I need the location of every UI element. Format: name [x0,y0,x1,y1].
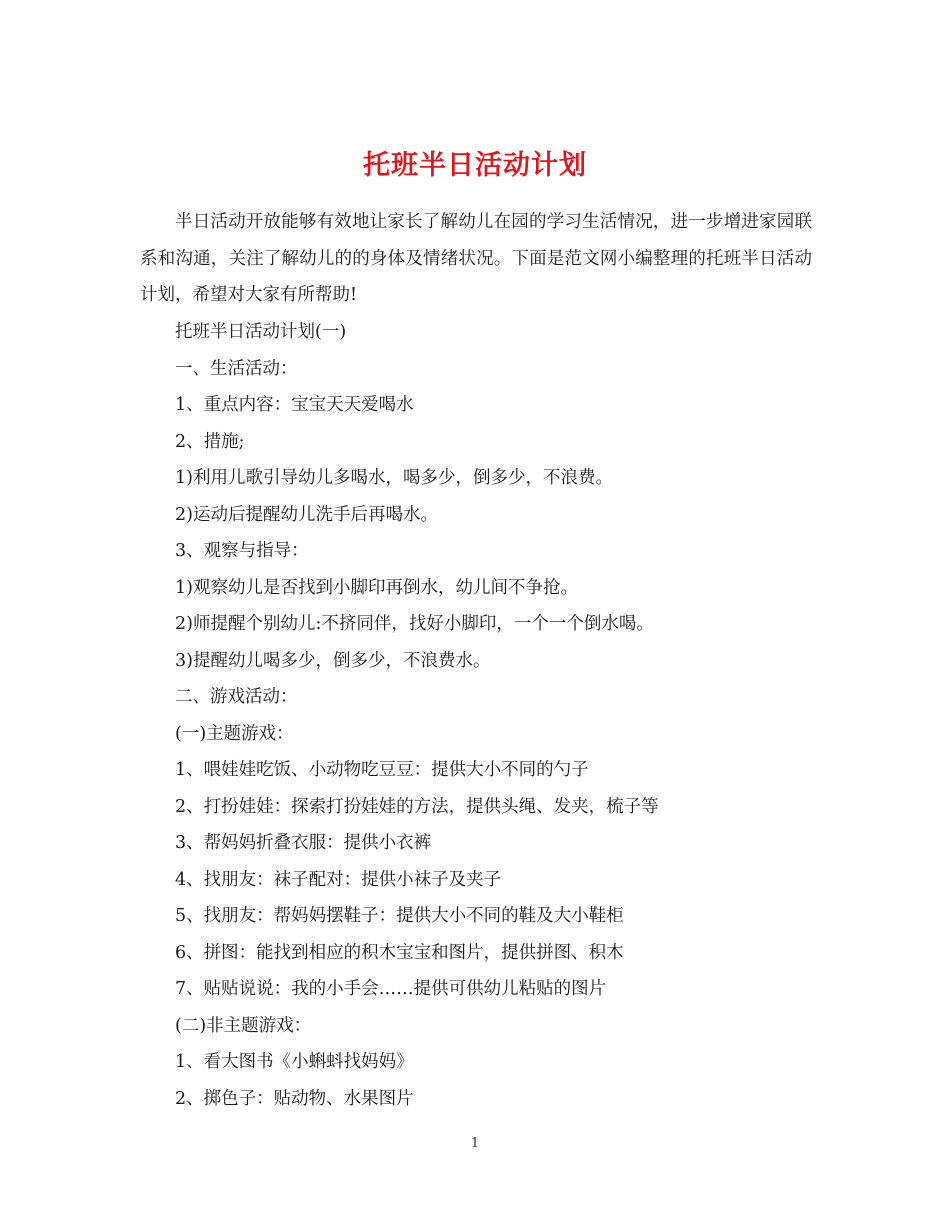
content-line: 2)师提醒个别幼儿:不挤同伴，找好小脚印，一个一个倒水喝。 [175,614,654,634]
content-line: (二)非主题游戏： [175,1015,312,1036]
content-line: 2)运动后提醒幼儿洗手后再喝水。 [175,504,438,525]
document-title: 托班半日活动计划 [363,150,587,182]
intro-paragraph: 半日活动开放能够有效地让家长了解幼儿在园的学习生活情况，进一步增进家园联系和沟通，关注了解幼儿的的身体及情绪状况。下面是范文网小编整理的托班半日活动计划，希望对大家有所帮助! [140,212,812,305]
content-line: 4、找朋友：袜子配对：提供小袜子及夹子 [175,869,502,890]
subsection-heading: 二、游戏活动： [175,687,298,707]
page-number: 1 [470,1136,480,1151]
content-line: 6、拼图：能找到相应的积木宝宝和图片，提供拼图、积木 [175,942,624,963]
content-line: 5、找朋友：帮妈妈摆鞋子：提供大小不同的鞋及大小鞋柜 [175,906,624,926]
content-line: 1)利用儿歌引导幼儿多喝水，喝多少，倒多少，不浪费。 [175,468,613,488]
content-line: 1、看大图书《小蝌蚪找妈妈》 [175,1052,414,1072]
content-lines [175,314,815,1117]
content-line: 3、帮妈妈折叠衣服：提供小衣裤 [175,833,432,853]
content-line: (一)主题游戏： [175,723,294,744]
content-line: 2、掷色子：贴动物、水果图片 [175,1088,414,1109]
section-heading: 托班半日活动计划(一) [175,322,347,342]
content-line: 3、观察与指导： [175,541,309,561]
content-line: 2、打扮娃娃：探索打扮娃娃的方法，提供头绳、发夹，梳子等 [175,796,659,817]
content-line: 7、贴贴说说：我的小手会……提供可供幼儿粘贴的图片 [175,979,607,999]
subsection-heading: 一、生活活动： [175,358,298,379]
content-line: 2、措施; [175,431,245,452]
content-line: 1、重点内容：宝宝天天爱喝水 [175,395,414,415]
content-line: 3)提醒幼儿喝多少，倒多少，不浪费水。 [175,650,491,671]
content-line: 1、喂娃娃吃饭、小动物吃豆豆：提供大小不同的勺子 [175,760,589,780]
content-line: 1)观察幼儿是否找到小脚印再倒水，幼儿间不争抢。 [175,577,578,598]
